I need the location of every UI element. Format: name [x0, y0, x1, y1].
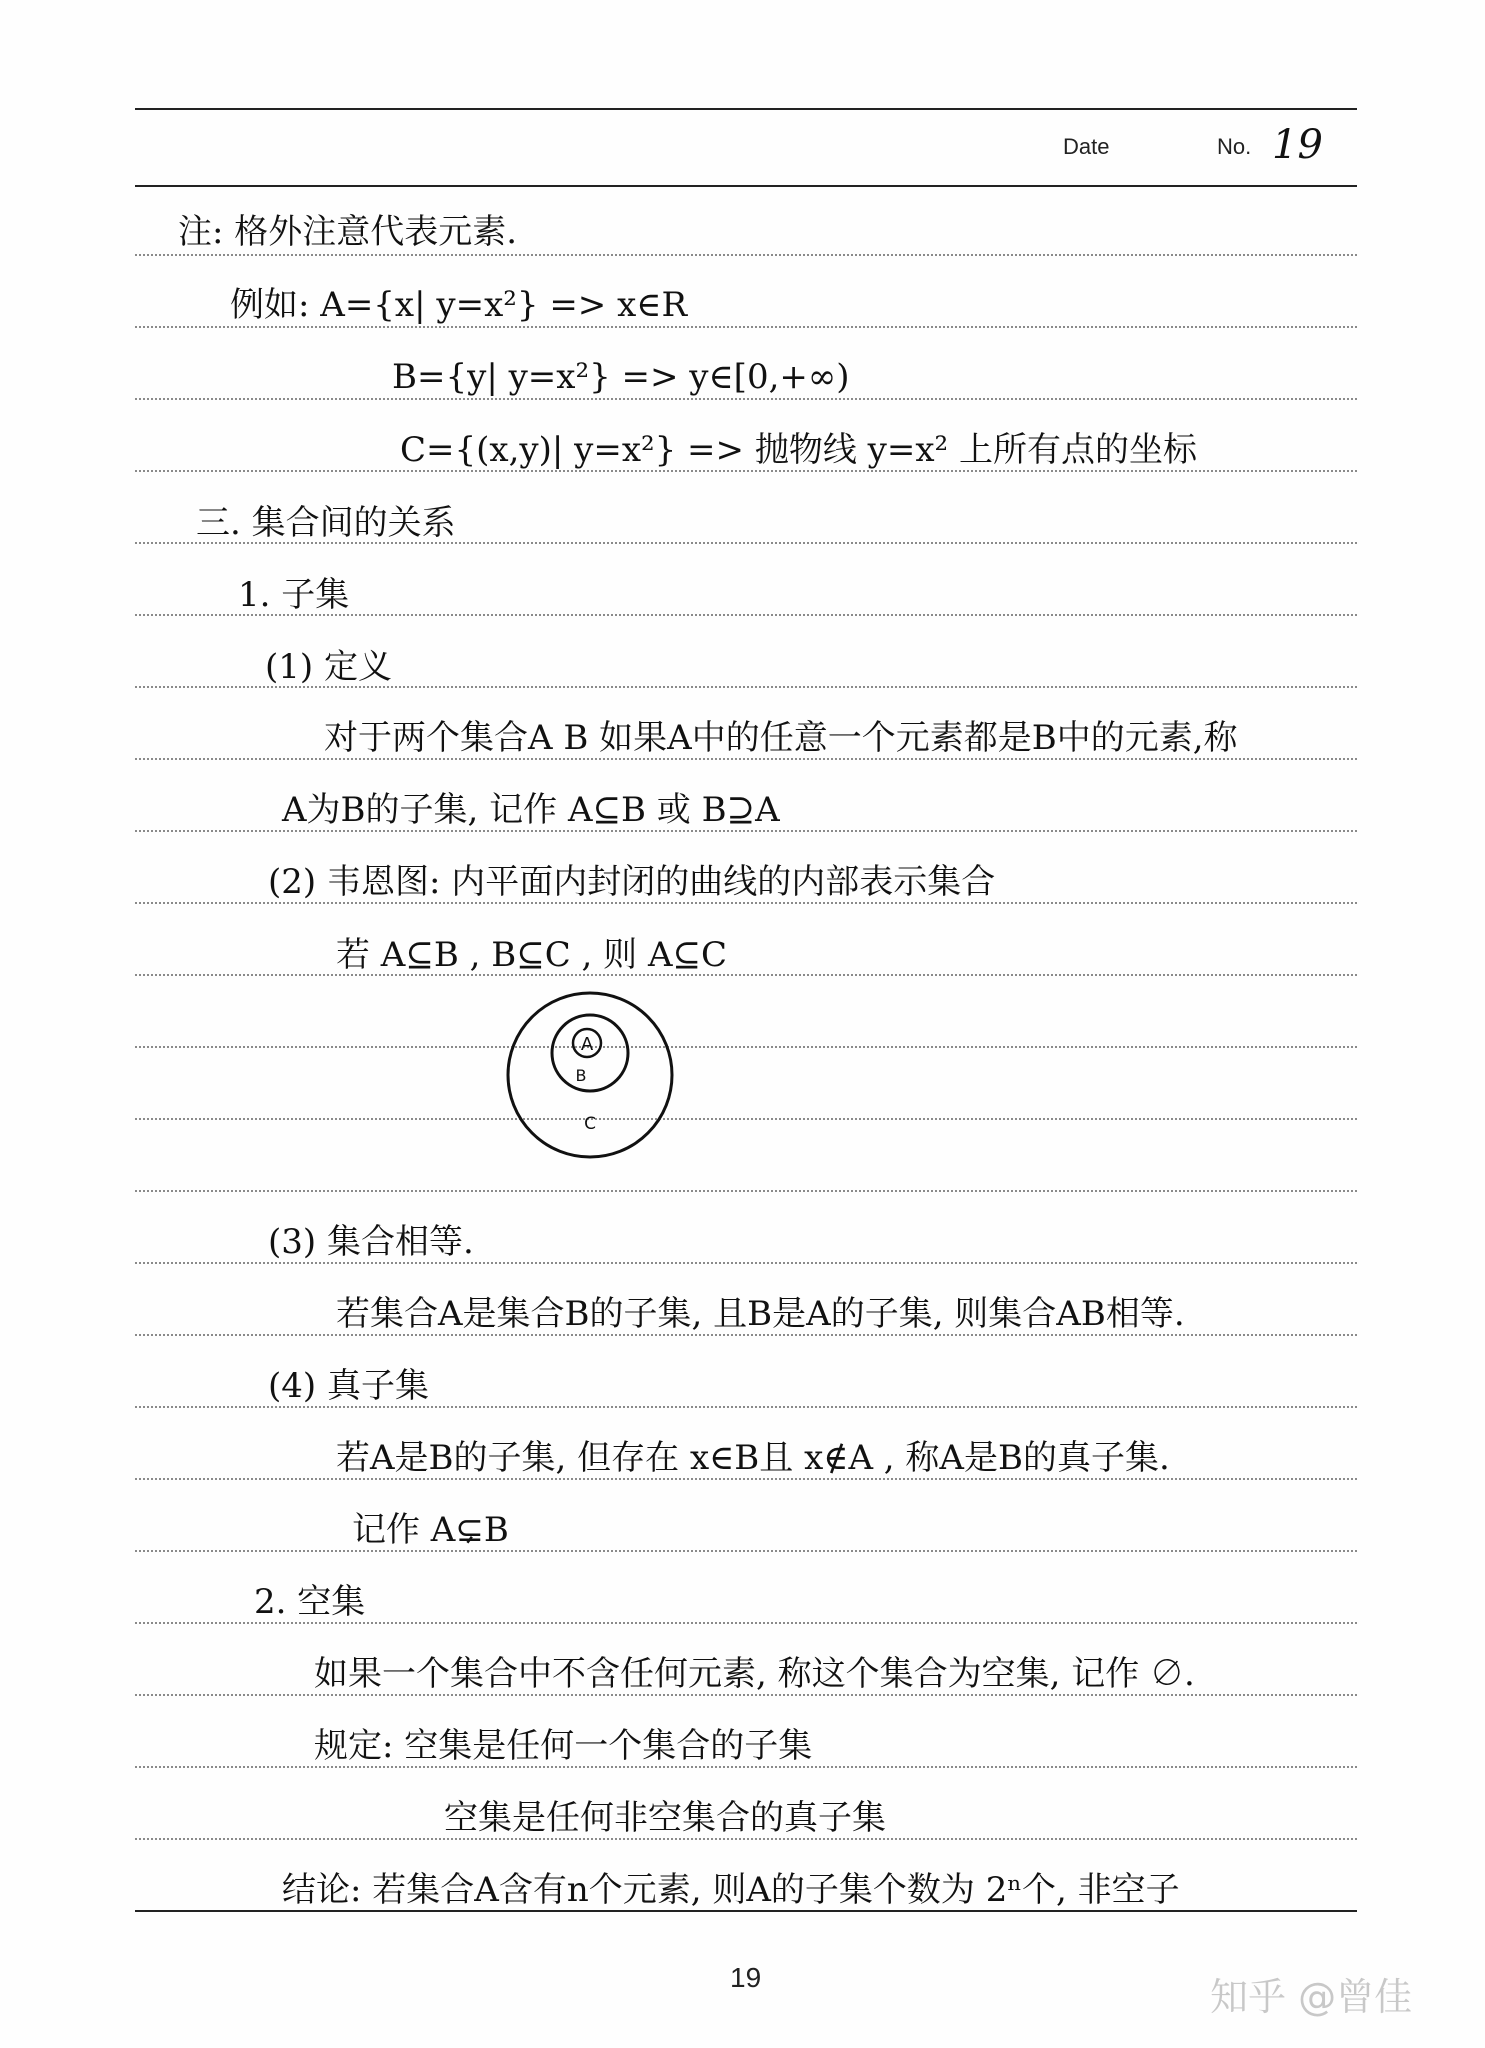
item-proper-subset: (4) 真子集 [268, 1366, 429, 1406]
ruled-line [135, 974, 1357, 976]
conclusion-line: 结论: 若集合A含有n个元素, 则A的子集个数为 2ⁿ个, 非空子 [282, 1870, 1180, 1910]
bottom-rule [135, 1910, 1357, 1912]
ruled-line [135, 1334, 1357, 1336]
example-line-b: B={y| y=x²} => y∈[0,+∞) [392, 357, 850, 397]
subsection-empty-set: 2. 空集 [254, 1582, 366, 1622]
rule-line-1: 规定: 空集是任何一个集合的子集 [314, 1726, 813, 1766]
ruled-line [135, 830, 1357, 832]
ruled-line [135, 1046, 1357, 1048]
ruled-line [135, 1766, 1357, 1768]
empty-set-definition: 如果一个集合中不含任何元素, 称这个集合为空集, 记作 ∅. [314, 1654, 1195, 1694]
definition-text-2: A为B的子集, 记作 A⊆B 或 B⊇A [282, 790, 780, 830]
example-line-a: 例如: A={x| y=x²} => x∈R [230, 285, 688, 325]
ruled-line [135, 1838, 1357, 1840]
item-definition: (1) 定义 [265, 647, 392, 687]
ruled-line [135, 254, 1357, 256]
ruled-line [135, 1262, 1357, 1264]
subsection-subset: 1. 子集 [238, 575, 350, 615]
proper-subset-text: 若A是B的子集, 但存在 x∈B且 x∉A , 称A是B的真子集. [336, 1438, 1170, 1478]
equality-text: 若集合A是集合B的子集, 且B是A的子集, 则集合AB相等. [336, 1294, 1185, 1334]
header-top-rule [135, 108, 1357, 110]
header-bottom-rule [135, 185, 1357, 187]
page-number: 19 [730, 1962, 762, 1993]
definition-text-1: 对于两个集合A B 如果A中的任意一个元素都是B中的元素,称 [324, 718, 1238, 758]
section-heading: 三. 集合间的关系 [196, 503, 456, 543]
ruled-line [135, 326, 1357, 328]
ruled-line [135, 1478, 1357, 1480]
example-line-c: C={(x,y)| y=x²} => 抛物线 y=x² 上所有点的坐标 [400, 430, 1197, 470]
no-label: No. [1217, 134, 1252, 159]
transitivity-line: 若 A⊆B , B⊆C , 则 A⊆C [336, 935, 728, 975]
venn-label-c: C [584, 1114, 596, 1134]
note-line: 注: 格外注意代表元素. [178, 212, 518, 252]
watermark: 知乎 @曾佳 [1210, 1975, 1413, 2019]
ruled-line [135, 1190, 1357, 1192]
ruled-line [135, 470, 1357, 472]
ruled-line [135, 902, 1357, 904]
proper-subset-notation: 记作 A⊊B [352, 1510, 509, 1550]
ruled-line [135, 398, 1357, 400]
ruled-line [135, 1406, 1357, 1408]
item-venn: (2) 韦恩图: 内平面内封闭的曲线的内部表示集合 [268, 862, 996, 902]
ruled-line [135, 758, 1357, 760]
ruled-line [135, 1118, 1357, 1120]
venn-label-b: B [575, 1066, 587, 1085]
ruled-line [135, 1694, 1357, 1696]
page-no-value: 19 [1272, 122, 1323, 168]
rule-line-2: 空集是任何非空集合的真子集 [444, 1798, 886, 1838]
venn-label-a: A [580, 1034, 594, 1055]
ruled-line [135, 1550, 1357, 1552]
venn-diagram [495, 980, 685, 1170]
date-label: Date [1063, 134, 1110, 159]
item-set-equality: (3) 集合相等. [268, 1222, 474, 1262]
ruled-line [135, 1622, 1357, 1624]
